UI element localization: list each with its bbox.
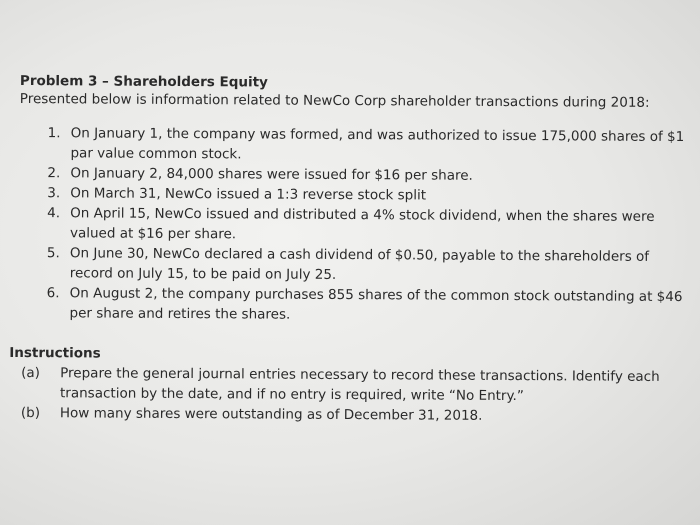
instructions-heading: Instructions [9,344,101,362]
item-number: 3. [47,185,61,202]
item-text: On March 31, NewCo issued a 1:3 reverse stock split [70,185,427,204]
item-number: 1. [47,125,61,142]
list-item [19,203,691,247]
list-item [19,243,691,287]
item-text: On January 2, 84,000 shares were issued for $16 per share. [70,165,473,184]
problem-intro: Presented below is information related to NewCo Corp shareholder transactions during 2018: [19,90,650,111]
instruction-letter: (a) [21,365,41,382]
item-number: 5. [46,245,60,262]
instruction-b [18,403,690,427]
item-number: 6. [46,285,60,302]
instruction-a [18,363,690,407]
item-text: On January 1, the company was formed, and was authorized to issue 175,000 shares of $1 par value common stock. [70,125,685,163]
list-item [19,123,691,167]
document [9,72,692,427]
instruction-letter: (b) [20,405,41,422]
instruction-text: Prepare the general journal entries necessary to record these transactions. Identify each transaction by the date, and if no entry is required, write “No Entry.” [59,365,660,405]
list-item [18,283,690,327]
item-text: On June 30, NewCo declared a cash dividend of $0.50, payable to the shareholders of record on July 15, to be paid on July 25. [69,245,650,283]
item-text: On April 15, NewCo issued and distributed a 4% stock dividend, when the shares were valued at $16 per share. [69,205,655,243]
item-number: 4. [47,205,61,222]
transaction-list [18,123,691,327]
item-text: On August 2, the company purchases 855 shares of the common stock outstanding at $46 per share and retires the shares. [69,285,683,323]
problem-title: Problem 3 – Shareholders Equity [19,72,268,91]
instruction-text: How many shares were outstanding as of December 31, 2018. [59,405,483,424]
item-number: 2. [47,165,61,182]
